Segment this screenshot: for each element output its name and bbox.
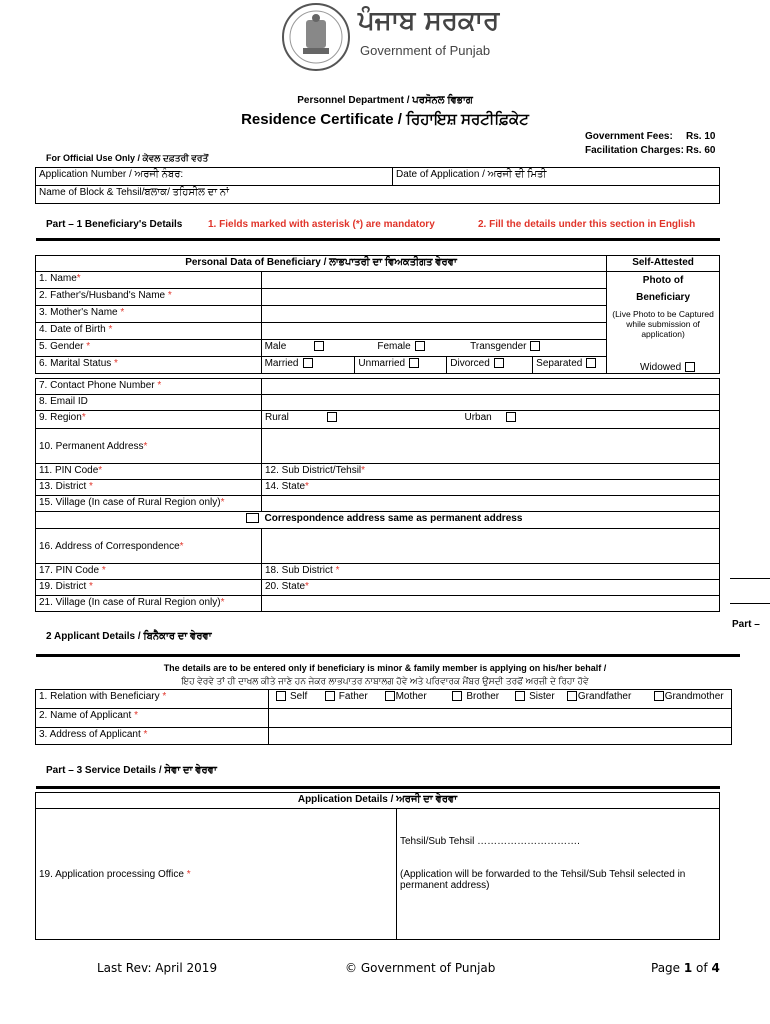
relation-sister[interactable]: Sister	[511, 691, 563, 702]
pin-label: 11. PIN Code*	[36, 464, 262, 480]
block-tehsil-field[interactable]: Name of Block & Tehsil/ਬਲਾਕ/ ਤਹਿਸੀਲ ਦਾ ਨਾਂ	[36, 186, 720, 204]
relation-brother[interactable]: Brother	[448, 691, 508, 702]
village-input[interactable]	[262, 496, 720, 512]
side-line	[730, 603, 770, 604]
service-table	[35, 792, 720, 940]
applicant-table	[35, 689, 732, 745]
official-use-label: For Official Use Only / ਕੇਵਲ ਦਫ਼ਤਰੀ ਵਰਤੋਂ	[46, 153, 209, 163]
checkbox-icon[interactable]	[494, 358, 504, 368]
footer-page: Page 1 of 4	[651, 961, 720, 975]
photo-line3: Beneficiary	[636, 292, 691, 303]
part2-note-en: The details are to be entered only if beneficiary is minor & family member is applying on his/her behalf /	[163, 663, 607, 673]
divider	[36, 786, 720, 789]
dob-label: 4. Date of Birth *	[36, 323, 262, 340]
perm-address-label: 10. Permanent Address*	[36, 429, 262, 464]
pin2-label: 17. PIN Code *	[36, 564, 262, 580]
email-label: 8. Email ID	[36, 395, 262, 411]
part1-title: Part – 1 Beneficiary's Details	[46, 219, 183, 230]
punjab-emblem-logo	[281, 2, 351, 72]
part2-note-pa: ਇਹ ਵੇਰਵੇ ਤਾਂ ਹੀ ਦਾਖਲ ਕੀਤੇ ਜਾਣੇ ਹਨ ਜੇਕਰ ਲਾਭਪਾਤਰ ਨਾਬਾਲਗ ਹੋਵੇ ਅਤੇ ਪਰਿਵਾਰਕ ਮੈਂਬਰ ਉਸਦੀ ਤਰਫੋਂ ਅਰਜ਼ੀ ਦੇ ਰਿਹਾ ਹੋਵੇ	[181, 676, 589, 686]
checkbox-icon[interactable]	[246, 513, 259, 523]
checkbox-icon[interactable]	[530, 341, 540, 351]
checkbox-icon[interactable]	[409, 358, 419, 368]
checkbox-icon[interactable]	[452, 691, 462, 701]
fac-fees-value: Rs. 60	[686, 145, 716, 156]
mother-label: 3. Mother's Name *	[36, 306, 262, 323]
village2-label: 21. Village (In case of Rural Region only)*	[36, 596, 262, 612]
application-details-header: Application Details / ਅਰਜੀ ਦਾ ਵੇਰਵਾ	[36, 793, 720, 809]
checkbox-icon[interactable]	[303, 358, 313, 368]
personal-data-header: Personal Data of Beneficiary / ਲਾਭਪਾਤਰੀ ਦਾ ਵਿਅਕਤੀਗਤ ਵੇਰਵਾ	[36, 256, 607, 272]
checkbox-icon[interactable]	[586, 358, 596, 368]
gender-transgender[interactable]: Transgender	[470, 341, 544, 352]
page-title: Residence Certificate / ਰਿਹਾਇਸ਼ ਸਰਟੀਫ਼ਿਕੇਟ	[241, 111, 529, 128]
checkbox-icon[interactable]	[385, 691, 395, 701]
gender-options	[261, 340, 607, 357]
side-part-label: Part –	[732, 619, 760, 630]
region-urban[interactable]: Urban	[462, 411, 720, 429]
office-select[interactable]	[397, 809, 720, 940]
department-title: Personnel Department / ਪਰਸੋਨਲ ਵਿਭਾਗ	[297, 95, 473, 106]
applicant-address-label: 3. Address of Applicant *	[36, 728, 269, 745]
gender-label: 5. Gender *	[36, 340, 262, 357]
phone-label: 7. Contact Phone Number *	[36, 379, 262, 395]
region-label: 9. Region*	[36, 411, 262, 429]
logo-text-punjabi: ਪੰਜਾਬ ਸਰਕਾਰ	[358, 6, 500, 36]
name-input[interactable]	[261, 272, 607, 289]
marital-separated[interactable]: Separated	[533, 357, 607, 374]
father-label: 2. Father's/Husband's Name *	[36, 289, 262, 306]
marital-unmarried[interactable]: Unmarried	[355, 357, 447, 374]
marital-label: 6. Marital Status *	[36, 357, 262, 374]
footer-rev: Last Rev: April 2019	[97, 961, 218, 975]
gender-female[interactable]: Female	[377, 341, 467, 352]
side-line	[730, 578, 770, 579]
applicant-name-input[interactable]	[269, 709, 732, 728]
father-input[interactable]	[261, 289, 607, 306]
relation-label: 1. Relation with Beneficiary *	[36, 690, 269, 709]
same-address-checkbox-cell	[36, 512, 262, 529]
mother-input[interactable]	[261, 306, 607, 323]
subdistrict2-field[interactable]: 18. Sub District *	[262, 564, 720, 580]
gender-male[interactable]: Male	[265, 341, 375, 352]
relation-grandfather[interactable]: Grandfather	[566, 691, 650, 702]
photo-line2: Photo of	[642, 275, 684, 286]
part1-note-mandatory: 1. Fields marked with asterisk (*) are mandatory	[208, 219, 435, 230]
applicant-address-input[interactable]	[269, 728, 732, 745]
state2-field[interactable]: 20. State*	[262, 580, 720, 596]
checkbox-icon[interactable]	[654, 691, 664, 701]
beneficiary-table-lower	[35, 378, 720, 612]
checkbox-icon[interactable]	[276, 691, 286, 701]
perm-address-input[interactable]	[262, 429, 720, 464]
relation-grandmother[interactable]: Grandmother	[653, 691, 724, 702]
region-rural[interactable]: Rural	[262, 411, 462, 429]
subdistrict-field[interactable]: 12. Sub District/Tehsil*	[262, 464, 720, 480]
office-label: 19. Application processing Office *	[36, 809, 397, 940]
phone-input[interactable]	[262, 379, 720, 395]
beneficiary-table	[35, 255, 720, 374]
gov-fees-value: Rs. 10	[686, 131, 716, 142]
name-label: 1. Name*	[36, 272, 262, 289]
photo-title: Self-Attested	[607, 256, 720, 272]
relation-self[interactable]: Self	[272, 691, 318, 702]
checkbox-icon[interactable]	[415, 341, 425, 351]
corr-address-input[interactable]	[262, 529, 720, 564]
fac-fees-label: Facilitation Charges:	[585, 145, 684, 156]
marital-divorced[interactable]: Divorced	[447, 357, 533, 374]
same-address-label[interactable]: Correspondence address same as permanent address	[262, 512, 720, 529]
part3-title: Part – 3 Service Details / ਸੇਵਾ ਦਾ ਵੇਰਵਾ	[46, 765, 217, 776]
village-label: 15. Village (In case of Rural Region only)*	[36, 496, 262, 512]
checkbox-icon[interactable]	[506, 412, 516, 422]
part1-note-english: 2. Fill the details under this section in English	[478, 219, 696, 230]
checkbox-icon[interactable]	[314, 341, 324, 351]
relation-father[interactable]: Father	[321, 691, 381, 702]
district2-label: 19. District *	[36, 580, 262, 596]
applicant-name-label: 2. Name of Applicant *	[36, 709, 269, 728]
application-number-field[interactable]: Application Number / ਅਰਜੀ ਨੰਬਰ:	[36, 168, 393, 186]
part2-title: 2 Applicant Details / ਬਿਨੈਕਾਰ ਦਾ ਵੇਰਵਾ	[46, 631, 212, 642]
application-date-field[interactable]: Date of Application / ਅਰਜੀ ਦੀ ਮਿਤੀ	[393, 168, 720, 186]
relation-mother[interactable]: Mother	[384, 691, 446, 702]
relation-options	[269, 690, 732, 709]
official-table	[35, 167, 720, 204]
logo-text-english: Government of Punjab	[360, 43, 491, 58]
district-label: 13. District *	[36, 480, 262, 496]
state-field[interactable]: 14. State*	[262, 480, 720, 496]
corr-address-label: 16. Address of Correspondence*	[36, 529, 262, 564]
dob-input[interactable]	[261, 323, 607, 340]
divider	[36, 238, 720, 241]
checkbox-icon[interactable]	[515, 691, 525, 701]
checkbox-icon[interactable]	[325, 691, 335, 701]
photo-box[interactable]	[607, 272, 720, 374]
footer-copyright: © Government of Punjab	[345, 961, 496, 975]
checkbox-icon[interactable]	[327, 412, 337, 422]
checkbox-icon[interactable]	[685, 362, 695, 372]
marital-widowed[interactable]: Widowed	[640, 362, 699, 373]
email-input[interactable]	[262, 395, 720, 411]
divider	[36, 654, 740, 657]
village2-input[interactable]	[262, 596, 720, 612]
tehsil-field[interactable]: Tehsil/Sub Tehsil ………………………….	[400, 836, 580, 847]
marital-married[interactable]: Married	[261, 357, 355, 374]
gov-fees-label: Government Fees:	[585, 131, 673, 142]
forward-note: (Application will be forwarded to the Tehsil/Sub Tehsil selected in permanent address)	[400, 869, 686, 891]
checkbox-icon[interactable]	[567, 691, 577, 701]
photo-note: (Live Photo to be Captured while submission of application)	[612, 309, 714, 339]
